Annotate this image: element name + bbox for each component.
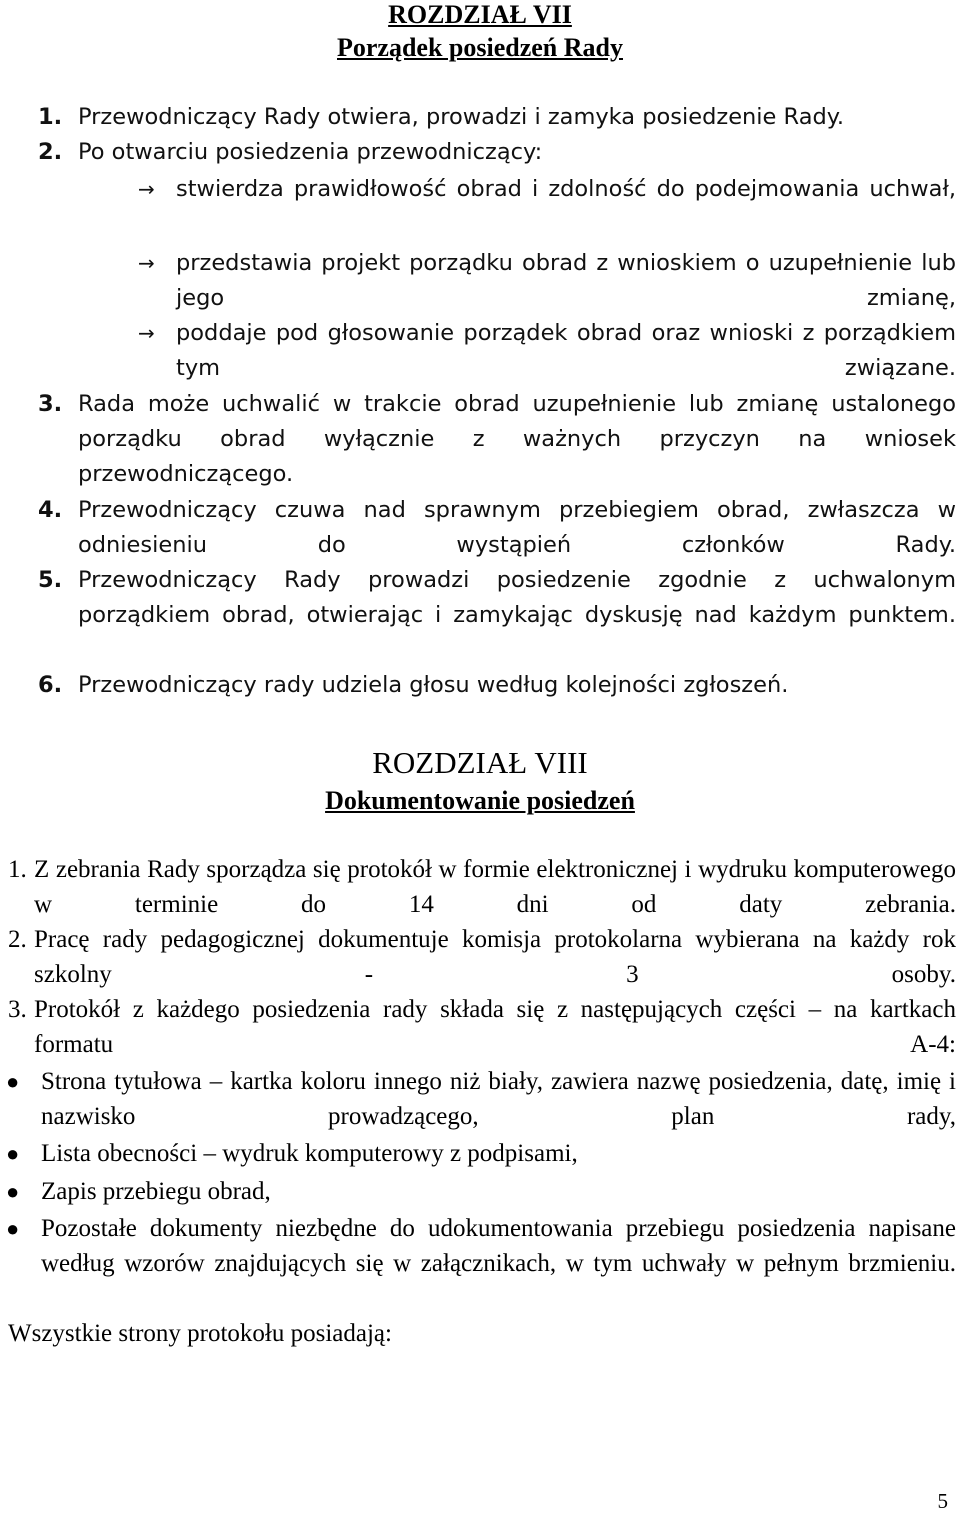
item-text: Przewodniczący Rady prowadzi posiedzenie zgodnie z uchwalonym porządkiem obrad, otwierając i zamykając dyskusję nad każdym punktem. bbox=[78, 567, 956, 628]
bullet-icon: ● bbox=[6, 1141, 20, 1166]
item-number: 1. bbox=[38, 104, 63, 130]
bullet-icon: ● bbox=[6, 1069, 20, 1094]
item-text: Protokół z każdego posiedzenia rady składa się z następujących części – na kartkach formatu A-4: bbox=[34, 996, 956, 1058]
item-text: Po otwarciu posiedzenia przewodniczący: bbox=[78, 139, 543, 165]
item-number: 6. bbox=[38, 672, 63, 698]
item-text: Przewodniczący Rady otwiera, prowadzi i zamyka posiedzenie Rady. bbox=[78, 104, 845, 130]
sub-item-text: poddaje pod głosowanie porządek obrad oraz wnioski z porządkiem tym związane. bbox=[176, 320, 956, 381]
list-item bbox=[38, 668, 956, 738]
item-number: 3. bbox=[38, 391, 63, 417]
item-number: 2. bbox=[8, 926, 27, 953]
sub-list-item bbox=[138, 172, 956, 242]
bullet-text: Strona tytułowa – kartka koloru innego niż biały, zawiera nazwę posiedzenia, datę, imię i nazwisko prowadzącego, plan rady, bbox=[41, 1068, 956, 1130]
chapter-7-subtitle: Porządek posiedzeń Rady bbox=[337, 33, 623, 62]
chapter-8-title: ROZDZIAŁ VIII bbox=[372, 745, 588, 780]
chapter-7-title: ROZDZIAŁ VII bbox=[388, 0, 572, 29]
list-item bbox=[38, 563, 956, 668]
page-number: 5 bbox=[937, 1489, 948, 1513]
item-number: 1. bbox=[8, 856, 27, 883]
chapter-8-subtitle: Dokumentowanie posiedzeń bbox=[325, 786, 635, 815]
item-text: Pracę rady pedagogicznej dokumentuje komisja protokolarna wybierana na każdy rok szkolny - 3 osoby. bbox=[34, 926, 956, 988]
item-text: Z zebrania Rady sporządza się protokół w formie elektronicznej i wydruku komputerowego w terminie do 14 dni od daty zebrania. bbox=[34, 856, 956, 918]
arrow-icon: → bbox=[138, 177, 155, 201]
arrow-icon: → bbox=[138, 321, 155, 345]
item-number: 3. bbox=[8, 996, 27, 1023]
item-number: 5. bbox=[38, 567, 63, 593]
sub-item-text: stwierdza prawidłowość obrad i zdolność do podejmowania uchwał, bbox=[176, 176, 956, 202]
closing-line: Wszystkie strony protokołu posiadają: bbox=[8, 1320, 392, 1347]
arrow-icon: → bbox=[138, 251, 155, 275]
bullet-text: Lista obecności – wydruk komputerowy z podpisami, bbox=[41, 1140, 578, 1167]
item-text: Rada może uchwalić w trakcie obrad uzupełnienie lub zmianę ustalonego porządku obrad wyłącznie z ważnych przyczyn na wniosek przewodniczącego. bbox=[78, 391, 956, 487]
item-text: Przewodniczący rady udziela głosu według kolejności zgłoszeń. bbox=[78, 672, 789, 698]
sub-item-text: przedstawia projekt porządku obrad z wnioskiem o uzupełnienie lub jego zmianę, bbox=[176, 250, 956, 311]
item-text: Przewodniczący czuwa nad sprawnym przebiegiem obrad, zwłaszcza w odniesieniu do wystąpień członków Rady. bbox=[78, 497, 956, 558]
bullet-item bbox=[6, 1211, 956, 1316]
bullet-text: Zapis przebiegu obrad, bbox=[41, 1178, 271, 1205]
item-number: 4. bbox=[38, 497, 63, 523]
bullet-icon: ● bbox=[6, 1216, 20, 1241]
item-number: 2. bbox=[38, 139, 63, 165]
bullet-icon: ● bbox=[6, 1179, 20, 1204]
bullet-text: Pozostałe dokumenty niezbędne do udokumentowania przebiegu posiedzenia napisane według wzorów znajdujących się w załącznikach, w tym uchwały w pełnym brzmieniu. bbox=[41, 1215, 956, 1277]
